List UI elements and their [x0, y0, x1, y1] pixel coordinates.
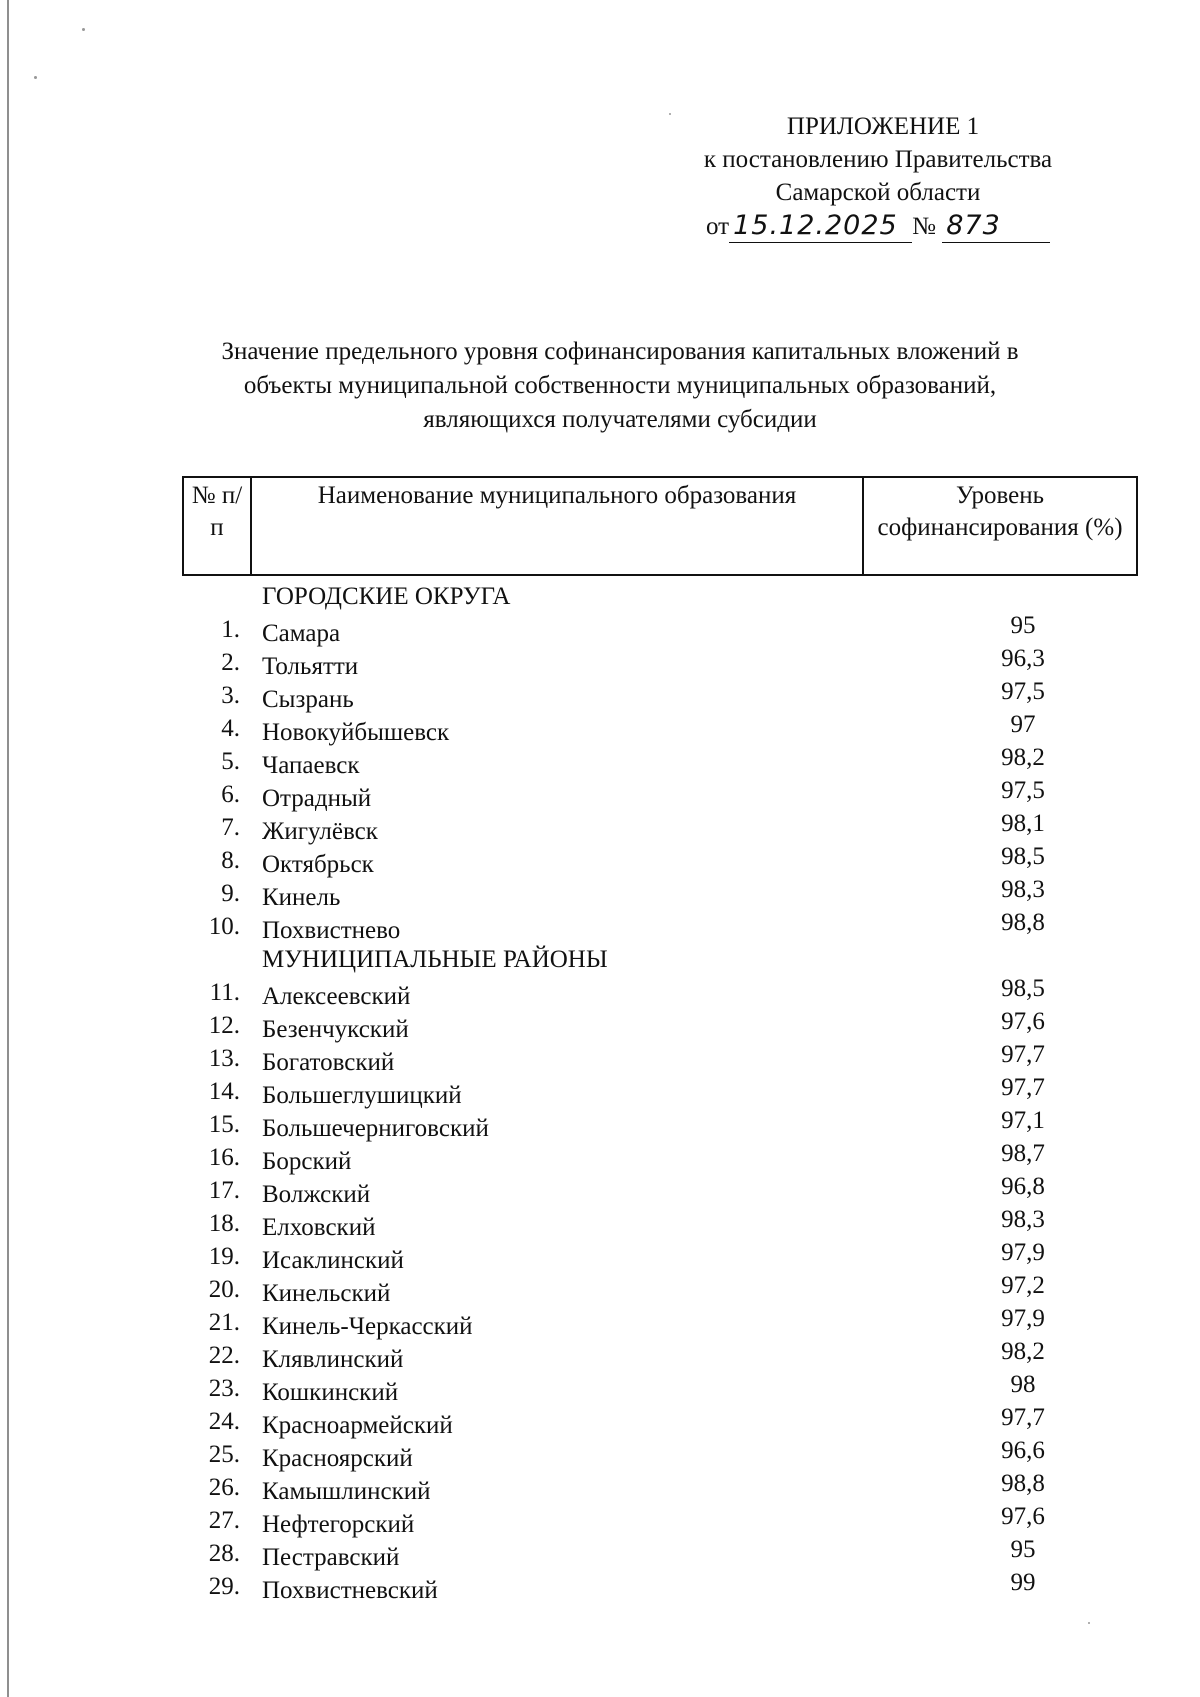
- table-body: [182, 580, 1132, 1603]
- municipality-name: Сызрань: [262, 686, 354, 713]
- scan-speck: [82, 28, 85, 31]
- municipality-name: Борский: [262, 1148, 352, 1175]
- cofinancing-level: 97,2: [1001, 1272, 1045, 1299]
- municipality-name: Клявлинский: [262, 1346, 404, 1373]
- municipality-name: Красноармейский: [262, 1412, 453, 1439]
- column-header-name: Наименование муниципального образования: [251, 477, 863, 575]
- row-number: 5.: [221, 748, 240, 775]
- appendix-region-line: Самарской области: [775, 179, 981, 206]
- column-header-level: Уровень софинансирования (%): [863, 477, 1137, 575]
- table-row: [182, 910, 1132, 943]
- cofinancing-level: 97,6: [1001, 1008, 1045, 1035]
- cofinancing-level: 99: [1010, 1569, 1036, 1596]
- municipality-name: Тольятти: [262, 653, 359, 680]
- cofinancing-level: 96,3: [1001, 645, 1045, 672]
- municipality-name: Большечерниговский: [262, 1115, 489, 1142]
- number-prefix: №: [912, 213, 936, 240]
- row-number: 19.: [208, 1243, 240, 1270]
- title-line: являющихся получателями субсидии: [423, 406, 817, 433]
- cofinancing-level: 96,6: [1001, 1437, 1045, 1464]
- row-number: 21.: [208, 1309, 240, 1336]
- municipality-name: Новокуйбышевск: [262, 719, 450, 746]
- cofinancing-level: 98,8: [1001, 909, 1045, 936]
- cofinancing-level: 97,6: [1001, 1503, 1045, 1530]
- row-number: 16.: [208, 1144, 240, 1171]
- municipality-name: Исаклинский: [262, 1247, 404, 1274]
- row-number: 22.: [208, 1342, 240, 1369]
- cofinancing-level: 98,7: [1001, 1140, 1045, 1167]
- appendix-title: ПРИЛОЖЕНИЕ 1: [786, 113, 980, 140]
- decree-date-line: [706, 209, 1050, 243]
- row-number: 2.: [221, 649, 240, 676]
- municipality-name: Чапаевск: [262, 752, 360, 779]
- cofinancing-level: 97,7: [1001, 1404, 1045, 1431]
- decree-date: 15.12.2025: [729, 209, 912, 243]
- cofinancing-level: 98,3: [1001, 876, 1045, 903]
- municipality-name: Волжский: [262, 1181, 371, 1208]
- cofinancing-level: 98,2: [1001, 744, 1045, 771]
- row-number: 28.: [208, 1540, 240, 1567]
- appendix-block: [648, 110, 1108, 209]
- cofinancing-level: 98,8: [1001, 1470, 1045, 1497]
- section-heading: ГОРОДСКИЕ ОКРУГА: [262, 583, 511, 610]
- row-number: 20.: [208, 1276, 240, 1303]
- row-number: 13.: [208, 1045, 240, 1072]
- row-number: 25.: [208, 1441, 240, 1468]
- cofinancing-level: 97: [1010, 711, 1036, 738]
- row-number: 3.: [221, 682, 240, 709]
- cofinancing-level: 97,5: [1001, 678, 1045, 705]
- column-header-number: № п/п: [183, 477, 251, 575]
- row-number: 4.: [221, 715, 240, 742]
- row-number: 8.: [221, 847, 240, 874]
- municipality-name: Кошкинский: [262, 1379, 399, 1406]
- table-header: [182, 476, 1138, 576]
- cofinancing-level: 98,2: [1001, 1338, 1045, 1365]
- municipality-name: Кинель: [262, 884, 341, 911]
- cofinancing-level: 97,1: [1001, 1107, 1045, 1134]
- row-number: 10.: [208, 913, 240, 940]
- row-number: 24.: [208, 1408, 240, 1435]
- municipality-name: Похвистневский: [262, 1577, 438, 1604]
- scan-speck: [1088, 1622, 1090, 1624]
- municipality-name: Пестравский: [262, 1544, 400, 1571]
- appendix-decree-line: к постановлению Правительства: [703, 146, 1053, 173]
- section-heading: МУНИЦИПАЛЬНЫЕ РАЙОНЫ: [262, 946, 608, 973]
- row-number: 6.: [221, 781, 240, 808]
- row-number: 9.: [221, 880, 240, 907]
- cofinancing-level: 98,3: [1001, 1206, 1045, 1233]
- municipality-name: Кинельский: [262, 1280, 391, 1307]
- row-number: 12.: [208, 1012, 240, 1039]
- title-line: Значение предельного уровня софинансирования капитальных вложений в: [221, 338, 1019, 365]
- row-number: 26.: [208, 1474, 240, 1501]
- scan-edge-line: [7, 0, 9, 1697]
- scan-speck: [34, 76, 37, 79]
- decree-number: 873: [942, 209, 1050, 243]
- municipality-name: Богатовский: [262, 1049, 395, 1076]
- row-number: 23.: [208, 1375, 240, 1402]
- municipality-name: Нефтегорский: [262, 1511, 415, 1538]
- cofinancing-level: 95: [1010, 1536, 1036, 1563]
- cofinancing-level: 98: [1010, 1371, 1036, 1398]
- cofinancing-level: 97,9: [1001, 1239, 1045, 1266]
- title-line: объекты муниципальной собственности муниципальных образований,: [243, 372, 997, 399]
- cofinancing-level: 97,7: [1001, 1074, 1045, 1101]
- municipality-name: Елховский: [262, 1214, 376, 1241]
- row-number: 15.: [208, 1111, 240, 1138]
- municipality-name: Октябрьск: [262, 851, 374, 878]
- date-prefix: от: [706, 213, 730, 240]
- row-number: 14.: [208, 1078, 240, 1105]
- municipality-name: Похвистнево: [262, 917, 401, 944]
- municipality-name: Камышлинский: [262, 1478, 431, 1505]
- cofinancing-level: 97,7: [1001, 1041, 1045, 1068]
- row-number: 18.: [208, 1210, 240, 1237]
- municipality-name: Самара: [262, 620, 341, 647]
- municipality-name: Большеглушицкий: [262, 1082, 462, 1109]
- row-number: 17.: [208, 1177, 240, 1204]
- row-number: 29.: [208, 1573, 240, 1600]
- municipality-name: Алексеевский: [262, 983, 411, 1010]
- municipality-name: Кинель-Черкасский: [262, 1313, 473, 1340]
- row-number: 7.: [221, 814, 240, 841]
- table-row: [182, 1570, 1132, 1603]
- municipality-name: Красноярский: [262, 1445, 413, 1472]
- municipality-name: Отрадный: [262, 785, 372, 812]
- row-number: 1.: [221, 616, 240, 643]
- cofinancing-level: 96,8: [1001, 1173, 1045, 1200]
- document-title: [180, 335, 1060, 437]
- cofinancing-level: 98,5: [1001, 975, 1045, 1002]
- cofinancing-level: 98,1: [1001, 810, 1045, 837]
- municipality-name: Жигулёвск: [262, 818, 378, 845]
- municipality-name: Безенчукский: [262, 1016, 409, 1043]
- row-number: 11.: [209, 979, 240, 1006]
- cofinancing-level: 97,9: [1001, 1305, 1045, 1332]
- cofinancing-level: 95: [1010, 612, 1036, 639]
- row-number: 27.: [208, 1507, 240, 1534]
- cofinancing-level: 97,5: [1001, 777, 1045, 804]
- cofinancing-level: 98,5: [1001, 843, 1045, 870]
